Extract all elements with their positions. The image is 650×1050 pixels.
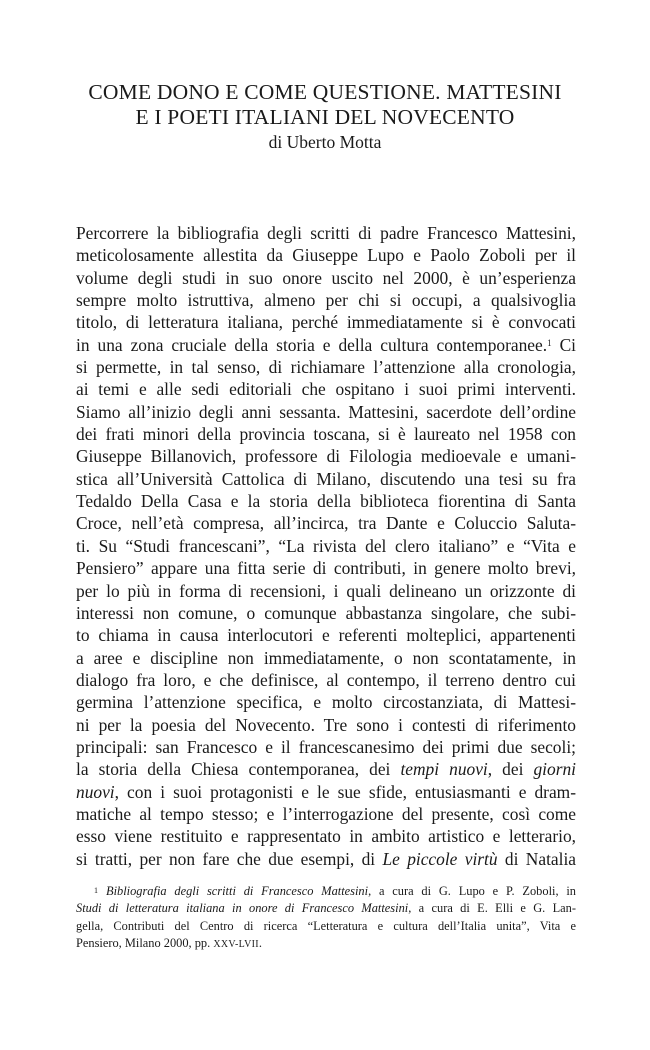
body-line: germina l’attenzione specifica, e molto circostanziata, di Mattesi- [76,692,576,713]
body-line: si permette, in tal senso, di richiamare l’attenzione alla cronologia, [76,357,576,378]
body-line: Siamo all’inizio degli anni sessanta. Mattesini, sacerdote dell’ordine [76,401,576,422]
body-line: per lo più in forma di recensioni, i quali delineano un orizzonte di [76,580,576,601]
body-line: Giuseppe Billanovich, professore di Filologia medioevale e umani- [76,446,576,467]
chapter-author: di Uberto Motta [268,132,382,152]
italic-title: Le piccole virtù [382,848,498,869]
body-line: dei frati minori della provincia toscana, si è laureato nel 1958 con [76,424,576,445]
chapter-title-block [0,80,650,154]
footnote-line: gella, Contributi del Centro di ricerca “Letteratura e cultura dell’Italia unita”, Vita e [76,918,576,933]
body-line: interessi non comune, o comunque abbastanza singolare, che subi- [76,602,576,623]
body-line: ti. Su “Studi francescani”, “La rivista del clero italiano” e “Vita e [76,535,576,556]
body-line: a aree e discipline non immediatamente, o non scontatamente, in [76,647,576,668]
italic-phrase: tempi nuovi [400,759,488,780]
italic-phrase: giorni [533,759,576,780]
body-line: principali: san Francesco e il francescanesimo dei primi due secoli; [76,736,576,757]
chapter-title-line-1: COME DONO E COME QUESTIONE. MATTESINI [88,80,562,104]
body-line: dialogo fra loro, e che definisce, al contempo, il terreno dentro cui [76,669,576,690]
body-line: sempre molto istruttiva, almeno per chi si occupi, a qualsivoglia [76,290,576,311]
body-line: la storia della Chiesa contemporanea, dei tempi nuovi, dei giorni [76,759,576,780]
body-line: meticolosamente allestita da Giuseppe Lupo e Paolo Zoboli per il [76,245,576,266]
body-line: nuovi, con i suoi protagonisti e le sue sfide, entusiasmanti e dram- [76,781,576,802]
body-line: in una zona cruciale della storia e della cultura contemporanee.$^1$ Ci [76,334,577,355]
body-line: Tedaldo Della Casa e la storia della biblioteca fiorentina di Santa [76,491,576,512]
body-line: ni per la poesia del Novecento. Tre sono i contesti di riferimento [76,714,576,735]
footnote-marker: 1 [94,886,98,895]
body-line: Percorrere la bibliografia degli scritti di padre Francesco Mattesini, [76,223,576,243]
footnote-line: Pensiero, Milano 2000, pp. XXV-LVII. [76,936,262,951]
italic-phrase: nuovi [76,781,115,802]
chapter-title-line-2: E I POETI ITALIANI DEL NOVECENTO [135,105,515,129]
body-line: Pensiero” appare una fitta serie di contributi, in genere molto brevi, [76,558,576,579]
footnote [76,883,576,953]
body-line: to chiama in causa interlocutori e referenti molteplici, appartenenti [76,625,576,646]
body-line: volume degli studi in suo onore uscito nel 2000, è un’esperienza [76,267,576,288]
body-line: stica all’Università Cattolica di Milano, discutendo una tesi su fra [76,468,576,489]
footnote-reference[interactable]: 1 [547,337,552,348]
body-line: titolo, di letteratura italiana, perché immediatamente si è convocati [76,312,576,333]
footnote-line: Studi di letteratura italiana in onore di Francesco Mattesini, a cura di E. Elli e G. Lan- [76,901,576,916]
footnote-line: $^1$ Bibliografia degli scritti di Francesco Mattesini, a cura di G. Lupo e P. Zoboli, in [94,884,576,898]
body-line: esso viene restituito e rappresentato in ambito artistico e letterario, [76,826,576,847]
body-line: ai temi e alle sedi editoriali che ospitano i suoi primi interventi. [76,379,576,400]
body-line: Croce, nell’età compresa, all’incirca, tra Dante e Coluccio Saluta- [76,513,576,534]
body-line: matiche al tempo stesso; e l’interrogazione del presente, così come [76,803,576,824]
body-paragraph [76,222,576,870]
body-line: si tratti, per non fare che due esempi, di Le piccole virtù di Natalia [76,848,576,869]
